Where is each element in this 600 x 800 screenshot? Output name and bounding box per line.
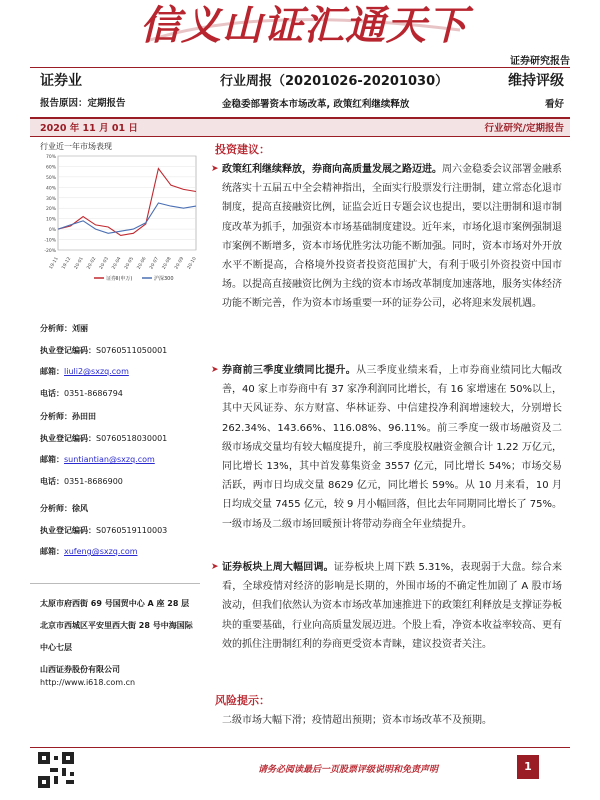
paragraph-text: 从三季度业绩来看，上市券商业绩同比大幅改善，40 家上市券商中有 37 家净利润同比增长，有 16 家增速在 50%以上，其中天风证券、东方财富、华林证券、中信建投净利润增速较大，分别增长 262.34%、143.66%、116.08%、96.11%。前三季度一级市场融资及二级市场成交量均有较大幅度提升，前三季度股权融资金额合计 1.22 万亿元，同比增长 13%，其中首发募集资金 3557 亿元，同比增长 54%；市场交易活跃，两市日均成交量 8629 亿元，同比增长 59%。从 10 月来看，10 月日均成交量 7455 亿元，较 9 月小幅回落，但比去年同期同比增长了 75%。一级市场及二级市场回暖预计将带动券商全年业绩提升。 — [222, 365, 562, 530]
report-subtitle: 金稳委部署资本市场改革, 政策红利继续释放 — [222, 99, 410, 110]
arrow-bullet-icon: ➤ — [211, 164, 219, 174]
x-tick-label: 20-08 — [161, 256, 173, 271]
x-tick-label: 20-02 — [86, 256, 98, 271]
company-name: 山西证券股份有限公司 — [40, 665, 120, 674]
sector-label: 证券业 — [40, 73, 82, 89]
email-link[interactable]: liuli2@sxzq.com — [64, 367, 129, 376]
footer-disclaimer: 请务必阅读最后一页股票评级说明和免责声明 — [258, 765, 439, 775]
y-tick-label: 40% — [45, 186, 56, 192]
y-tick-label: 10% — [45, 217, 56, 223]
y-tick-label: 60% — [45, 165, 56, 171]
y-tick-label: 70% — [45, 155, 56, 160]
report-date: 2020 年 11 月 01 日 — [40, 123, 138, 134]
paragraph-text: 证券板块上周下跌 5.31%，表现弱于大盘。综合来看，全球疫情对经济的影响是长期的，外围市场的不确定性加剧了 A 股市场波动，但我们依然认为资本市场改革加速推进下的政策红利释放是支撑证券板块的重要基础，行业向高质量发展迈进。个股上看，净资本收益率较高、更有效的抓住注册制红利的券商更受资本青睐，建议投资者关注。 — [222, 562, 562, 650]
advice-paragraph-2 — [211, 361, 562, 534]
date-bar-top-rule — [30, 117, 570, 119]
x-tick-label: 19-11 — [48, 256, 60, 271]
chart-title: 行业近一年市场表现 — [40, 142, 112, 151]
paragraph-lead: 券商前三季度业绩同比提升。 — [222, 365, 357, 376]
y-tick-label: 0% — [48, 228, 56, 234]
phone-number: 0351-8686900 — [64, 476, 123, 486]
qr-code-icon — [38, 752, 74, 788]
legend-label: 证券Ⅱ(申万) — [106, 276, 133, 282]
page-number: 1 — [517, 755, 539, 779]
investment-advice-heading: 投资建议： — [215, 143, 270, 156]
risk-heading: 风险提示： — [215, 694, 270, 707]
series-line-1 — [58, 203, 196, 233]
plot-frame — [58, 156, 196, 250]
x-tick-label: 20-07 — [149, 256, 161, 271]
email-label: 邮箱： — [40, 367, 64, 376]
advice-paragraph-3 — [211, 558, 562, 654]
phone-number: 0351-8686794 — [64, 388, 123, 398]
report-title: 行业周报（20201026-20201030） — [220, 74, 449, 89]
company-logo: 信义山证汇通天下 — [140, 2, 468, 49]
legend-label: 沪深300 — [154, 276, 174, 282]
market-performance-chart — [36, 150, 204, 300]
taiyuan-address: 太原市府西街 69 号国贸中心 A 座 28 层 — [40, 599, 190, 608]
x-tick-label: 19-12 — [61, 256, 73, 271]
email-link[interactable]: xufeng@sxzq.com — [64, 547, 138, 556]
arrow-bullet-icon: ➤ — [211, 562, 219, 572]
x-tick-label: 20-04 — [111, 256, 123, 271]
cert-label: 执业登记编码： — [40, 345, 96, 355]
phone-label: 电话： — [40, 388, 64, 398]
analyst-card — [40, 498, 167, 563]
series-line-0 — [58, 169, 196, 236]
address-block — [40, 593, 200, 681]
email-label: 邮箱： — [40, 455, 64, 464]
arrow-bullet-icon: ➤ — [211, 365, 219, 375]
paragraph-lead: 证券板块上周大幅回调。 — [222, 562, 334, 573]
y-tick-label: -10% — [44, 238, 56, 244]
y-tick-label: -20% — [44, 249, 56, 254]
cert-number: S0760519110003 — [96, 525, 168, 535]
email-label: 邮箱： — [40, 547, 64, 556]
date-bar-bottom-rule — [30, 136, 570, 137]
phone-label: 电话： — [40, 476, 64, 486]
paragraph-lead: 政策红利继续释放，券商向高质量发展之路迈进。 — [222, 164, 442, 175]
cert-number: S0760511050001 — [96, 345, 168, 355]
cert-label: 执业登记编码： — [40, 525, 96, 535]
x-tick-label: 20-03 — [99, 256, 110, 271]
risk-text: 二级市场大幅下滑；疫情超出预期；资本市场改革不及预期。 — [222, 715, 492, 726]
report-type: 行业研究/定期报告 — [484, 123, 564, 134]
analyst-name: 分析师：刘丽 — [40, 324, 88, 333]
rating-value: 看好 — [544, 99, 564, 110]
x-tick-label: 20-10 — [186, 256, 198, 271]
y-tick-label: 20% — [45, 207, 56, 213]
x-tick-label: 20-06 — [136, 256, 148, 271]
analyst-card — [40, 406, 167, 492]
cert-label: 执业登记编码： — [40, 433, 96, 443]
analyst-name: 分析师：孙田田 — [40, 412, 96, 421]
x-tick-label: 20-01 — [73, 256, 85, 271]
website-link[interactable]: http://www.i618.com.cn — [40, 678, 136, 687]
x-tick-label: 20-09 — [174, 256, 186, 271]
analyst-name: 分析师：徐风 — [40, 504, 88, 513]
footer-rule — [30, 747, 570, 748]
report-reason: 报告原因：定期报告 — [40, 98, 126, 109]
analyst-card — [40, 318, 167, 404]
beijing-address: 北京市西城区平安里西大街 28 号中海国际中心七层 — [40, 621, 193, 652]
rating-label: 维持评级 — [508, 73, 564, 89]
y-tick-label: 50% — [45, 175, 56, 181]
advice-paragraph-1 — [211, 160, 562, 314]
email-link[interactable]: suntiantian@sxzq.com — [64, 455, 155, 464]
address-divider — [30, 583, 200, 584]
y-tick-label: 30% — [45, 196, 56, 202]
x-tick-label: 20-05 — [124, 256, 136, 271]
report-category-label: 证券研究报告 — [510, 56, 570, 67]
paragraph-text: 周六金稳委会议部署金融系统落实十五届五中全会精神指出，全面实行股票发行注册制，建立常态化退市制度，提高直接融资比例，证监会近日专题会议也提出，要以注册制和退市制度改革为抓手，加强资本市场基础制度建设。近年来，市场化退市案例强制退市案例不断增多，资本市场优胜劣汰功能不断加强。同时，资本市场对外开放水平不断提高，合格境外投资者投资范围扩大，有利于吸引外资投资中国市场。以提高直接融资比例为主线的资本市场改革制度加速落地，服务实体经济功能不断完善，作为资本市场重要一环的证券公司，必将迎来发展机遇。 — [222, 164, 562, 310]
cert-number: S0760518030001 — [96, 433, 168, 443]
header-rule — [30, 67, 570, 68]
